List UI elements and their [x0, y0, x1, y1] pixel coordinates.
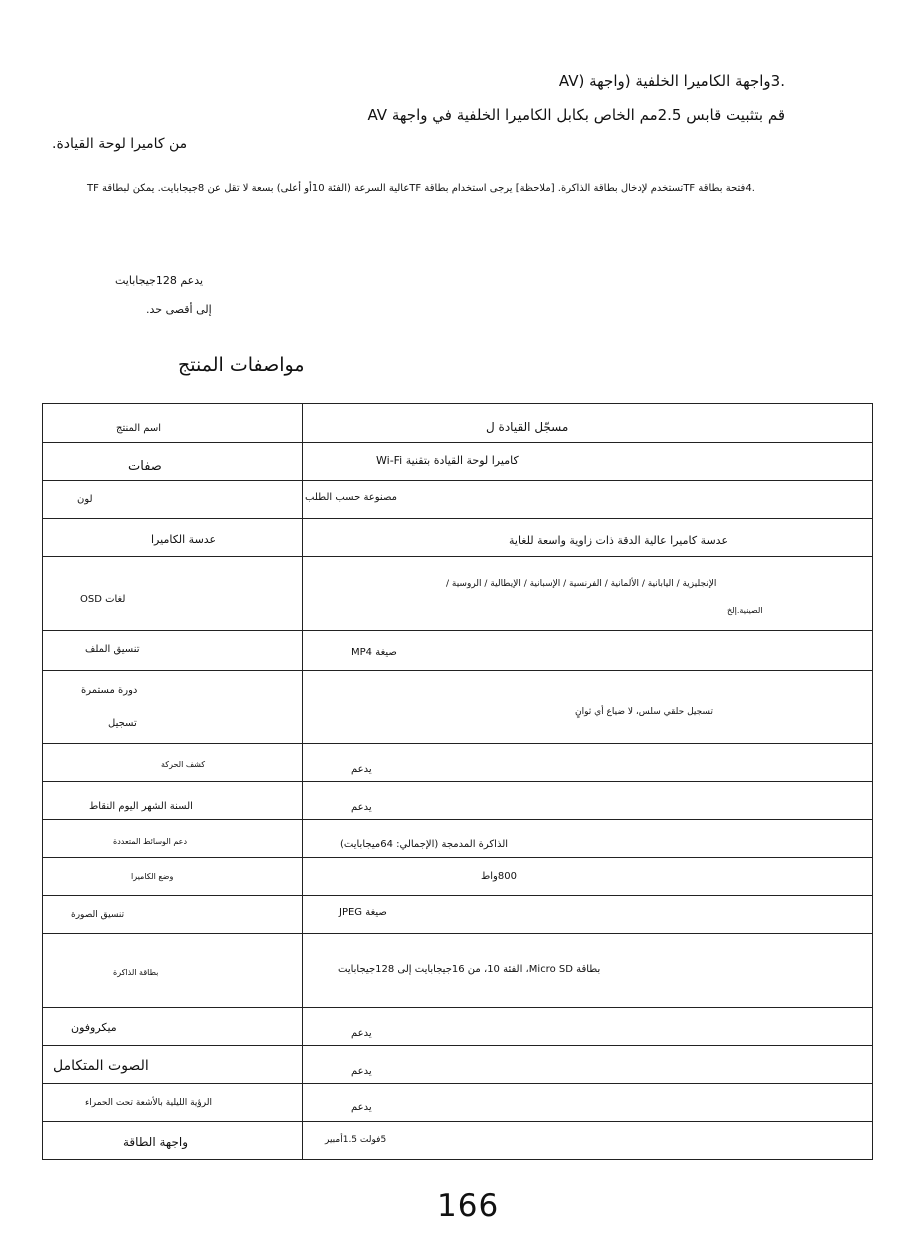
- column-divider: [302, 782, 303, 819]
- table-row: [43, 895, 872, 933]
- spec-value: صيغة MP4: [351, 647, 397, 658]
- column-divider: [302, 443, 303, 480]
- spec-value: مصنوعة حسب الطلب: [305, 492, 397, 503]
- table-row: [43, 819, 872, 857]
- spec-value: يدعم: [351, 764, 372, 775]
- column-divider: [302, 934, 303, 1007]
- table-row: [43, 518, 872, 556]
- spec-value: كاميرا لوحة القيادة بتقنية Wi-Fi: [376, 454, 519, 467]
- spec-label: ميكروفون: [71, 1021, 117, 1034]
- table-row: [43, 556, 872, 630]
- column-divider: [302, 744, 303, 781]
- spec-value: مسجّل القيادة ل: [486, 420, 569, 434]
- table-row: [43, 857, 872, 895]
- table-row: [43, 670, 872, 743]
- column-divider: [302, 404, 303, 442]
- spec-value: بطاقة Micro SD، الفئة 10، من 16جيجابايت إلى 128جيجابايت: [338, 964, 601, 975]
- column-divider: [302, 671, 303, 743]
- spec-value: الذاكرة المدمجة (الإجمالي: 64ميجابايت): [340, 839, 509, 850]
- spec-label: واجهة الطاقة: [123, 1135, 188, 1149]
- table-row: [43, 1121, 872, 1159]
- column-divider: [302, 1084, 303, 1121]
- column-divider: [302, 557, 303, 630]
- table-row: [43, 404, 872, 442]
- table-row: [43, 933, 872, 1007]
- spec-label: الرؤية الليلية بالأشعة تحت الحمراء: [85, 1098, 212, 1108]
- table-row: [43, 630, 872, 670]
- spec-label: تنسيق الملف: [85, 644, 140, 655]
- page-number: 166: [437, 1188, 500, 1224]
- spec-label-cont: تسجيل: [108, 718, 137, 729]
- spec-label: صفات: [128, 459, 162, 474]
- spec-table: [42, 403, 873, 1160]
- spec-label: دورة مستمرة: [81, 685, 138, 696]
- table-row: [43, 1083, 872, 1121]
- table-row: [43, 442, 872, 480]
- spec-value: يدعم: [351, 1102, 372, 1113]
- table-row: [43, 1007, 872, 1045]
- table-row: [43, 743, 872, 781]
- table-row: [43, 781, 872, 819]
- paragraph-rear-camera-install: قم بتثبيت قابس 2.5مم الخاص بكابل الكاميرا الخلفية في واجهة AV: [367, 106, 785, 124]
- spec-value: عدسة كاميرا عالية الدقة ذات زاوية واسعة للغاية: [509, 534, 729, 547]
- spec-label: تنسيق الصورة: [71, 910, 125, 920]
- paragraph-rear-camera-install-cont: من كاميرا لوحة القيادة.: [52, 136, 188, 152]
- spec-value: يدعم: [351, 1066, 372, 1077]
- column-divider: [302, 519, 303, 556]
- paragraph-tf-card-capacity-cont: إلى أقصى حد.: [146, 303, 212, 316]
- spec-label: كشف الحركة: [161, 760, 206, 769]
- section-title: مواصفات المنتج: [178, 354, 305, 376]
- spec-label: الصوت المتكامل: [53, 1058, 149, 1074]
- spec-label: بطاقة الذاكرة: [113, 968, 159, 977]
- spec-value: الإنجليزية / اليابانية / الألمانية / الفرنسية / الإسبانية / الإيطالية / الروسية /: [446, 579, 717, 589]
- heading-rear-camera-interface: .3واجهة الكاميرا الخلفية (واجهة (AV: [558, 72, 785, 90]
- table-row: [43, 480, 872, 518]
- paragraph-tf-card-capacity: يدعم 128جيجابايت: [115, 274, 204, 287]
- column-divider: [302, 1122, 303, 1159]
- column-divider: [302, 631, 303, 670]
- spec-value-cont: الصينية.إلخ: [727, 606, 763, 615]
- spec-label: اسم المنتج: [116, 423, 162, 434]
- column-divider: [302, 1046, 303, 1083]
- spec-label: لون: [77, 494, 93, 505]
- spec-label: دعم الوسائط المتعددة: [113, 837, 188, 846]
- column-divider: [302, 858, 303, 895]
- spec-value: تسجيل حلقي سلس، لا ضياع أي ثوانٍ: [575, 707, 713, 717]
- spec-value: يدعم: [351, 802, 372, 813]
- spec-label: لغات OSD: [80, 594, 126, 605]
- spec-value: صيغة JPEG: [339, 907, 387, 918]
- spec-value: 800واط: [481, 871, 517, 882]
- column-divider: [302, 820, 303, 857]
- column-divider: [302, 896, 303, 933]
- spec-label: السنة الشهر اليوم النقاط: [89, 801, 193, 812]
- column-divider: [302, 481, 303, 518]
- spec-label: عدسة الكاميرا: [151, 533, 217, 546]
- spec-value: يدعم: [351, 1028, 372, 1039]
- spec-value: 5فولت 1.5أمبير: [325, 1135, 387, 1145]
- paragraph-tf-card-slot: .4فتحة بطاقة TFتستخدم لإدخال بطاقة الذاكرة. [ملاحظة] يرجى استخدام بطاقة TFعالية السرعة (الفئة 10أو أعلى) بسعة لا تقل عن 8جيجابايت. يمكن لبطاقة TF: [87, 183, 755, 194]
- column-divider: [302, 1008, 303, 1045]
- table-row: [43, 1045, 872, 1083]
- spec-label: وضع الكاميرا: [131, 872, 174, 881]
